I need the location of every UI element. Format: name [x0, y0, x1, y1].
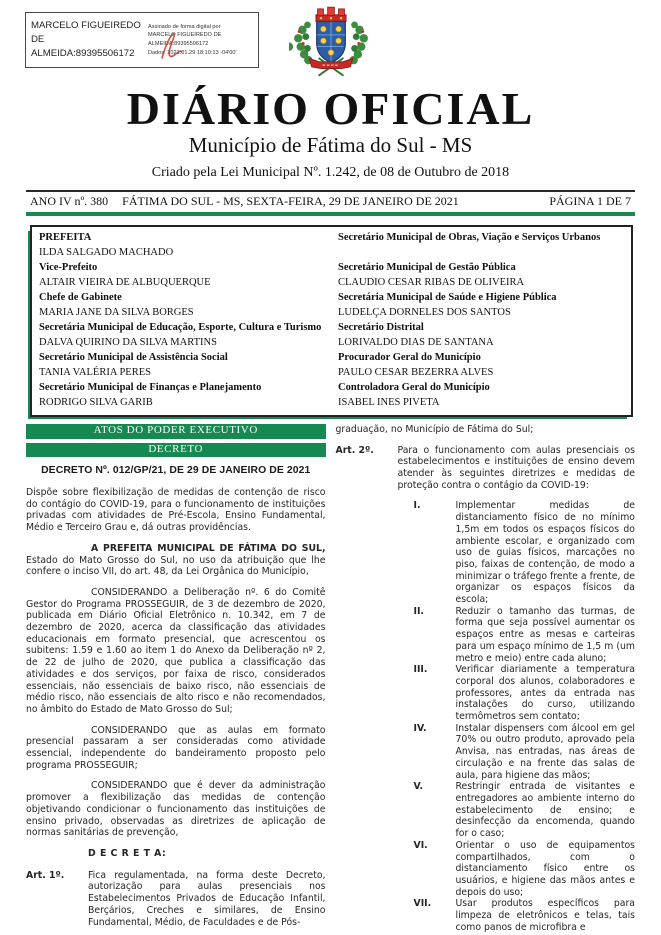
article-2: [336, 445, 636, 492]
official-role: Secretária Municipal de Saúde e Higiene Pública: [338, 291, 557, 303]
official-name: ALTAIR VIEIRA DE ALBUQUERQUE: [39, 276, 211, 288]
official-role: Secretário Municipal de Assistência Social: [39, 351, 228, 363]
item-numeral: IV.: [413, 722, 427, 734]
officials-column-right: [338, 230, 623, 410]
official-name: ILDA SALGADO MACHADO: [39, 246, 174, 258]
column-left: [26, 424, 326, 935]
considering-paragraph-2: CONSIDERANDO que as aulas em formato presencial passaram a ser consideradas como atividade essencial, independente do bandeiramento proposto pelo programa PROSSEGUIR;: [26, 724, 326, 771]
official-entry: [39, 290, 324, 320]
official-entry: [39, 350, 324, 380]
signature-line-3: ALMEIDA:89395506172: [148, 41, 209, 47]
item-numeral: I.: [413, 500, 421, 512]
issue-info-bar: [26, 190, 635, 216]
signer-name: MARCELO FIGUEIREDO DE ALMEIDA:89395506172: [31, 20, 141, 59]
coat-of-arms-icon: [289, 6, 373, 88]
official-entry: [338, 350, 623, 380]
item-numeral: VII.: [413, 898, 432, 910]
item-text: Restringir entrada de visitantes e entregadores ao ambiente interno do estabelecimento de ensino; e desinfecção da encomenda, quando for o caso;: [455, 781, 635, 840]
article-1-text: Fica regulamentada, na forma deste Decreto, autorização para aulas presenciais nos Estabelecimentos Privados de Educação Infantil, Berçários, Creches e similares, de Ensino Fundamental, Médio, de Faculdades e de Pós-: [88, 869, 326, 928]
decree-item-3: [414, 664, 636, 723]
issue-date: FÁTIMA DO SUL - MS, SEXTA-FEIRA, 29 DE JANEIRO DE 2021: [122, 193, 459, 208]
official-role: Vice-Prefeito: [39, 261, 98, 273]
officials-box: [30, 225, 633, 417]
item-text: Reduzir o tamanho das turmas, de forma que seja possível aumentar os espaços entre as mesas e carteiras para um espaço mínimo de 1,5 m (um metro e meio) entre cada aluno;: [455, 605, 635, 664]
masthead-tagline: Criado pela Lei Municipal Nº. 1.242, de 08 de Outubro de 2018: [151, 164, 510, 180]
official-name: RODRIGO SILVA GARIB: [39, 396, 153, 408]
signature-line-4: Dados: 2021.01.29 18:10:13 -04'00': [148, 49, 237, 56]
page-indicator: PÁGINA 1 DE 7: [549, 193, 631, 208]
official-entry: [338, 230, 623, 260]
signature-line-2: MARCELO FIGUEIREDO DE: [148, 32, 222, 39]
considering-paragraph-3: CONSIDERANDO que é dever da administração promover a flexibilização das medidas de contenção objetivando condicionar o funcionamento das instituições de ensino privado, observadas as diretrizes de aplicação de normas sanitárias de prevenção,: [26, 780, 326, 839]
official-role: Secretário Municipal de Gestão Pública: [338, 261, 516, 273]
decreta-heading: D E C R E T A:: [88, 848, 167, 859]
officials-column-left: [39, 230, 324, 410]
official-entry: [338, 260, 623, 290]
item-text: Orientar o uso de equipamentos compartilhados, com o distanciamento físico entre os usuários, e higiene das mãos antes e depois do uso;: [455, 839, 635, 898]
article-1: [26, 870, 326, 929]
item-text: Usar produtos específicos para limpeza de eletrônicos e telas, tais como panos de microfibra e: [455, 898, 635, 933]
item-text: Verificar diariamente a temperatura corporal dos alunos, colaboradores e professores, antes da entrada nas instalações do curso, utilizando termômetros sem contato;: [455, 664, 635, 723]
official-role: Secretária Municipal de Educação, Esporte, Cultura e Turismo: [39, 321, 322, 333]
official-role: Secretário Distrital: [338, 321, 424, 333]
official-name: TANIA VALÉRIA PERES: [39, 366, 151, 378]
article-1-continuation: graduação, no Município de Fátima do Sul;: [335, 423, 534, 435]
item-numeral: III.: [413, 664, 428, 676]
item-text: Instalar dispensers com álcool em gel 70% ou outro produto, aprovado pela Anvisa, nas entradas, nas áreas de circulação e na frente das salas de aula, para higiene das mãos;: [455, 722, 635, 781]
masthead-title: DIÁRIO OFICIAL: [126, 83, 535, 134]
official-name: ISABEL INES PIVETA: [338, 396, 440, 408]
signature-line-1: Assinado de forma digital por: [148, 23, 221, 30]
section-banner-atos-poder-executivo: ATOS DO PODER EXECUTIVO: [26, 424, 326, 439]
decree-title: DECRETO Nº. 012/GP/21, DE 29 DE JANEIRO DE 2021: [41, 465, 311, 477]
digital-signature-stamp: [25, 12, 259, 68]
official-entry: [39, 380, 324, 410]
official-role: PREFEITA: [39, 231, 92, 243]
masthead-subtitle: Município de Fátima do Sul - MS: [188, 132, 473, 157]
signature-scribble-icon: [152, 26, 192, 66]
official-name: MARIA JANE DA SILVA BORGES: [39, 306, 194, 318]
issue-number: ANO IV nº. 380: [30, 193, 109, 208]
official-entry: [39, 260, 324, 290]
item-numeral: V.: [413, 781, 424, 793]
decree-item-4: [414, 723, 636, 782]
official-role: Secretário Municipal de Obras, Viação e Serviços Urbanos: [338, 231, 601, 243]
official-entry: [338, 380, 623, 410]
item-text: Implementar medidas de distanciamento físico de no mínimo 1,5m em todos os espaços físicos do ambiente escolar, e organizado com uso de guias físicos, marcações no piso, faixas de contenção, de modo a minimizar o tráfego frente a frente, de organizar os espaços físicos da escola;: [455, 500, 635, 606]
official-entry: [39, 230, 324, 260]
decree-item-5: [414, 781, 636, 840]
official-entry: [338, 320, 623, 350]
document-body: [26, 424, 635, 935]
preamble-subject: A PREFEITA MUNICIPAL DE FÁTIMA DO SUL,: [91, 542, 326, 554]
official-name: PAULO CESAR BEZERRA ALVES: [338, 366, 494, 378]
official-name: CLAUDIO CESAR RIBAS DE OLIVEIRA: [338, 276, 525, 288]
column-right: [336, 424, 636, 935]
section-banner-decreto: DECRETO: [26, 443, 326, 458]
decree-item-6: [414, 840, 636, 899]
official-entry: [338, 290, 623, 320]
official-name: LUDELÇA DORNELES DOS SANTOS: [338, 306, 511, 318]
official-entry: [39, 320, 324, 350]
official-role: Controladora Geral do Município: [338, 381, 490, 393]
article-2-label: Art. 2º.: [335, 444, 374, 456]
decree-preamble: [26, 543, 326, 578]
signature-details: [144, 20, 258, 61]
item-numeral: VI.: [413, 839, 428, 851]
decree-summary: Dispõe sobre flexibilização de medidas de contenção de risco do contágio do COVID-19, para o funcionamento de instituições privadas com atividades de Pré-Escola, Ensino Fundamental, Médio e Terceiro Grau e, dá outras providências.: [26, 487, 326, 534]
official-role: Secretário Municipal de Finanças e Planejamento: [39, 381, 262, 393]
official-role: Chefe de Gabinete: [39, 291, 122, 303]
decree-item-1: [414, 500, 636, 605]
article-2-text: Para o funcionamento com aulas presenciais os estabelecimentos e instituições de ensino devem atender às seguintes diretrizes e medidas de proteção contra o contágio da COVID-19:: [397, 444, 635, 491]
official-name: [338, 245, 623, 260]
decree-item-2: [414, 606, 636, 665]
considering-paragraph-1: CONSIDERANDO a Deliberação nº. 6 do Comitê Gestor do Programa PROSSEGUIR, de 3 de dezembro de 2020, publicada em Diário Oficial Eletrônico n. 10.342, em 7 de dezembro de 2020, acerca da classificação das atividades educacionais em formato presencial, que acrescentou os subitens: 1.59 e 1.60 ao item 1 do Anexo da Deliberação nº 2, de 22 de julho de 2020, que publica a classificação das atividades e dos serviços, por faixa de risco, considerados essenciais, não essenciais de baixo risco, não essenciais de médio risco, não essenciais de alto risco e não recomendados, no âmbito do Estado de Mato Grosso do Sul;: [26, 586, 326, 715]
article-1-label: Art. 1º.: [26, 869, 65, 881]
preamble-rest: Estado do Mato Grosso do Sul, no uso da atribuição que lhe confere o inciso VII, do art. 48, da Lei Orgânica do Município,: [26, 554, 326, 578]
official-name: DALVA QUIRINO DA SILVA MARTINS: [39, 336, 217, 348]
decree-item-7: [414, 898, 636, 933]
item-numeral: II.: [413, 605, 424, 617]
official-role: Procurador Geral do Município: [338, 351, 481, 363]
official-name: LORIVALDO DIAS DE SANTANA: [338, 336, 494, 348]
